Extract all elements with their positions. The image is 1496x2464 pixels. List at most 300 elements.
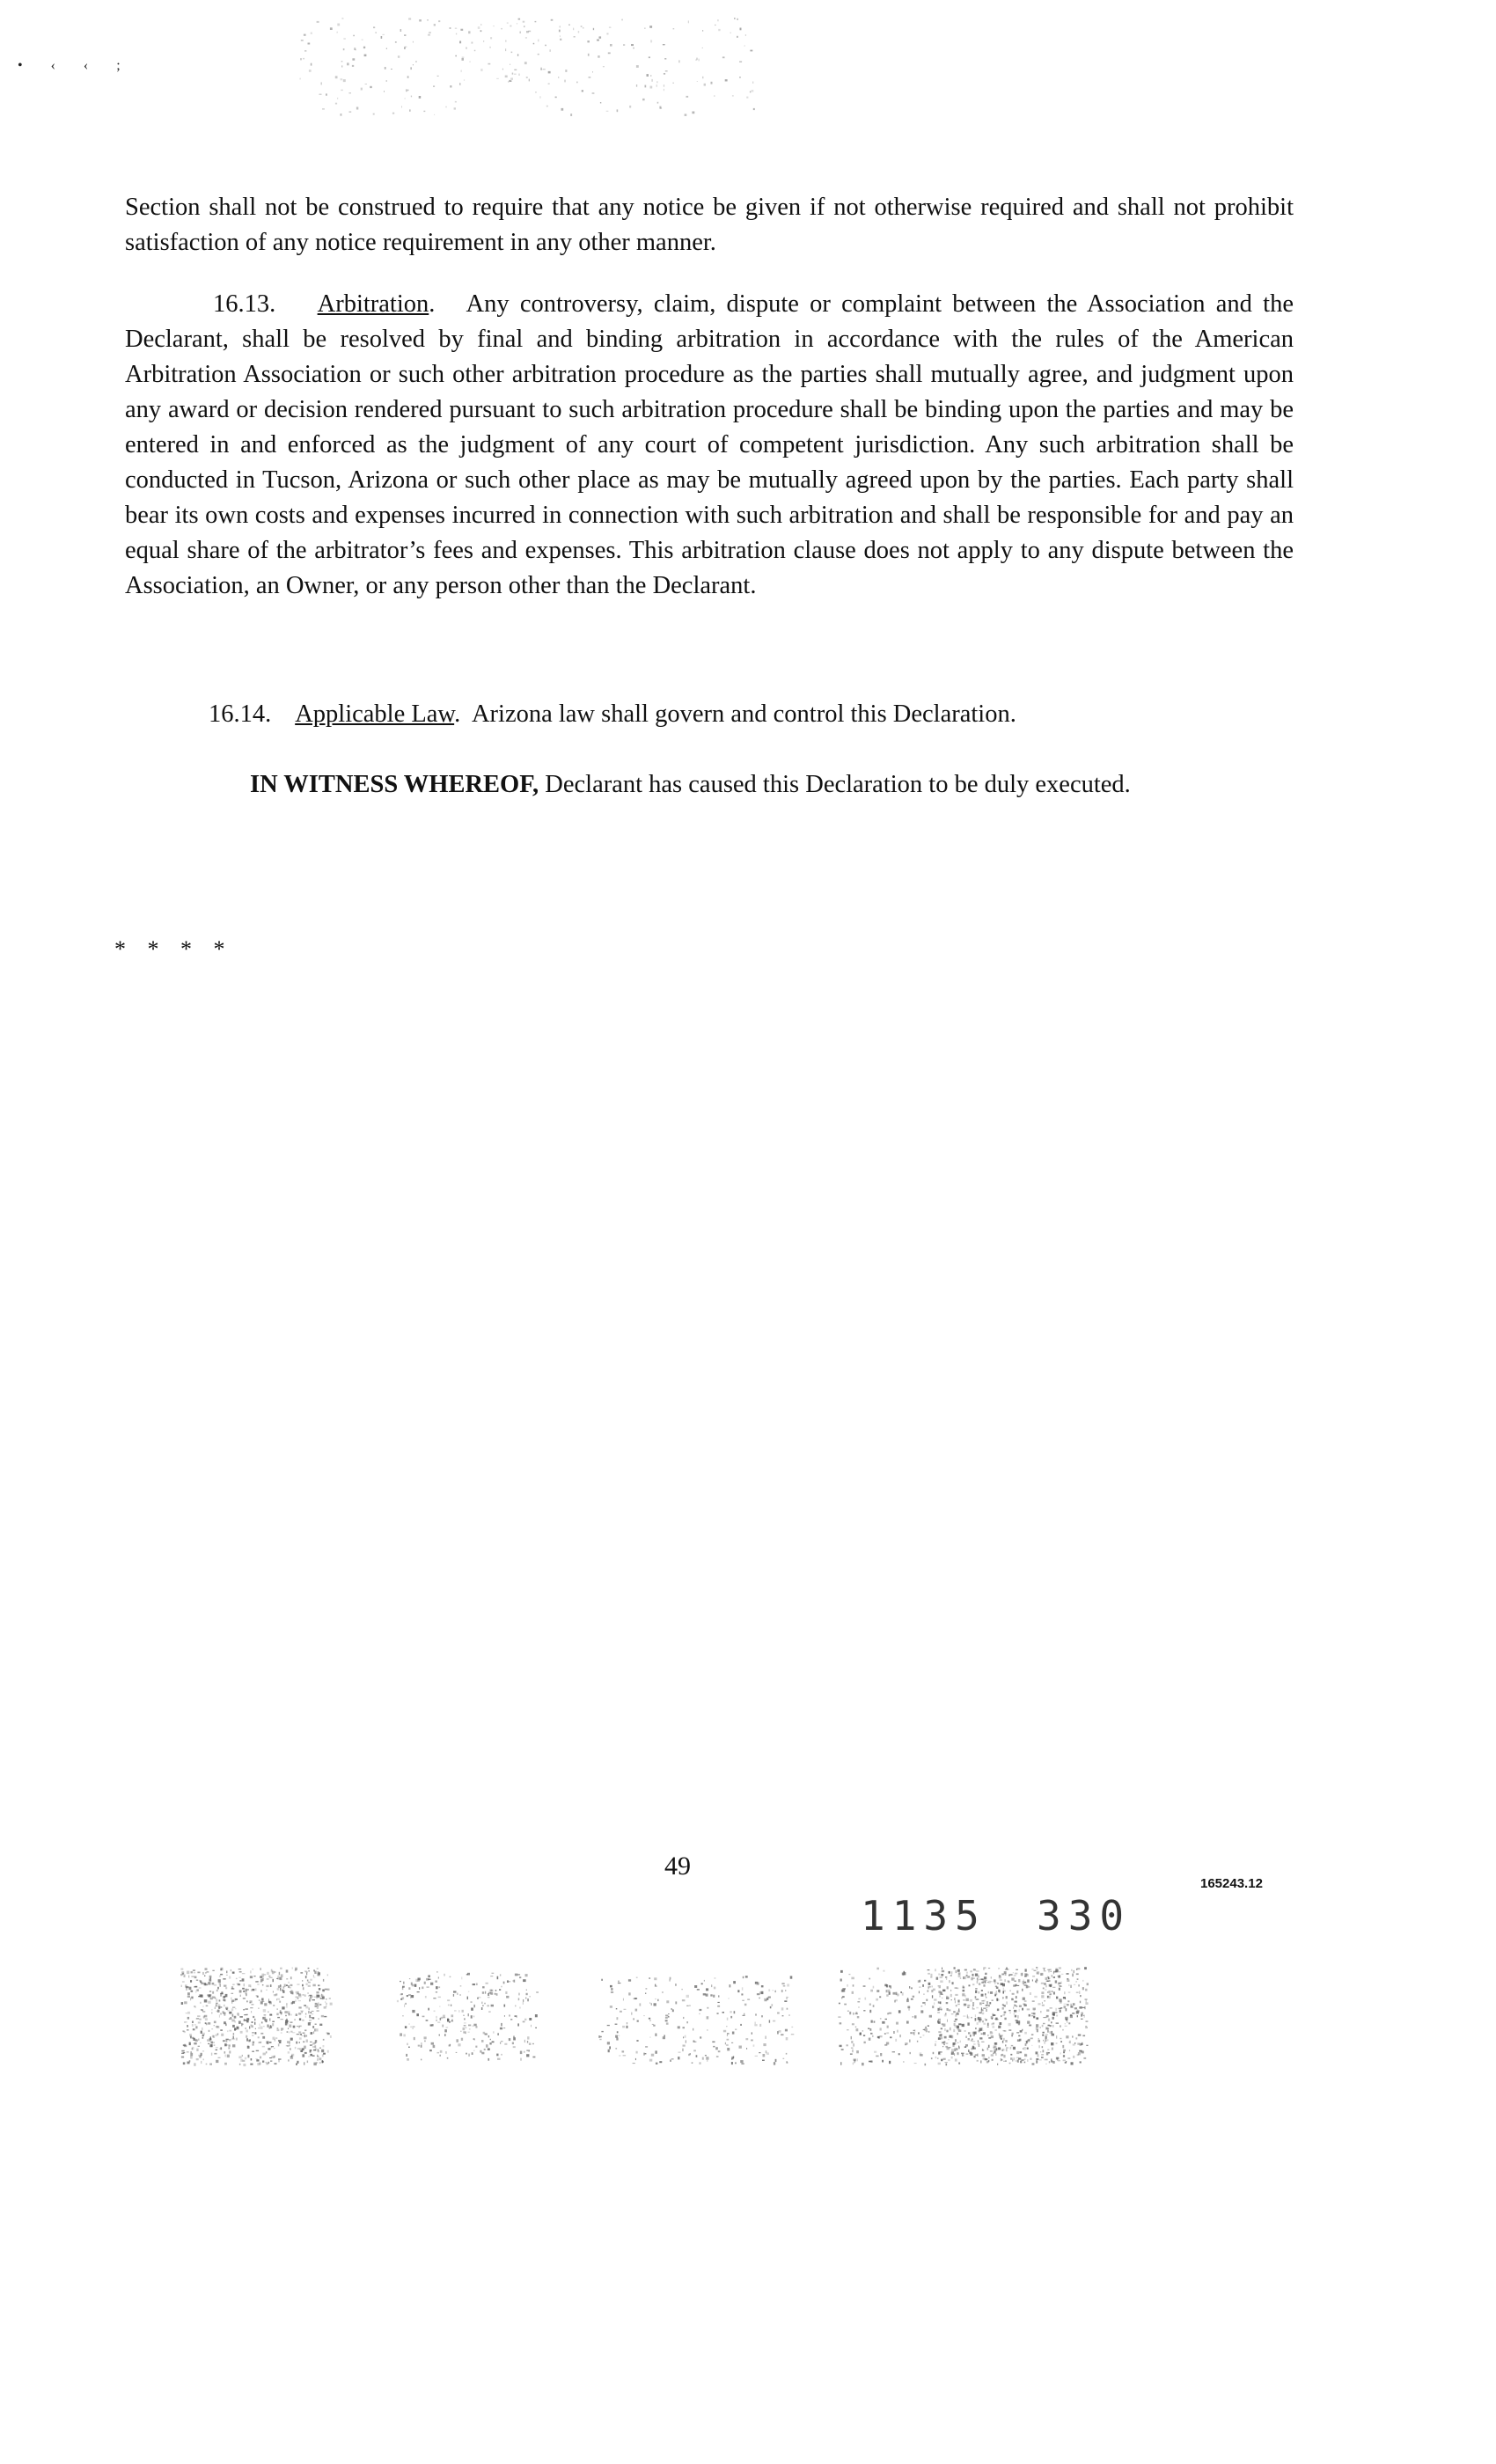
speckle-dot (264, 2003, 267, 2006)
speckle-dot (272, 2023, 274, 2026)
speckle-dot (1070, 2015, 1073, 2018)
speckle-dot (214, 2025, 215, 2026)
speckle-dot (854, 2059, 856, 2061)
speckle-dot (850, 2054, 853, 2055)
speckle-dot (545, 45, 546, 47)
speckle-dot (841, 1997, 842, 1998)
speckle-dot (248, 2040, 250, 2042)
speckle-dot (978, 2030, 980, 2033)
speckle-dot (260, 2001, 263, 2004)
speckle-dot (1052, 1975, 1053, 1976)
speckle-dot (312, 2044, 313, 2045)
speckle-dot (311, 63, 312, 66)
speckle-dot (212, 1970, 214, 1971)
speckle-dot (268, 1976, 270, 1977)
speckle-dot (1018, 2023, 1020, 2026)
speckle-dot (242, 1978, 245, 1981)
speckle-dot (903, 2062, 905, 2063)
speckle-dot (683, 2027, 686, 2028)
speckle-dot (216, 2047, 218, 2048)
speckle-dot (225, 1994, 228, 1997)
speckle-dot (983, 2023, 986, 2025)
speckle-dot (1040, 2011, 1041, 2013)
speckle-dot (978, 2041, 979, 2042)
speckle-dot (279, 2042, 281, 2043)
speckle-dot (325, 2002, 326, 2003)
speckle-dot (656, 2063, 658, 2064)
speckle-dot (942, 1970, 944, 1972)
speckle-dot (515, 2015, 517, 2017)
speckle-dot (889, 2013, 891, 2014)
speckle-dot (1022, 2008, 1023, 2011)
speckle-dot (224, 2005, 225, 2007)
speckle-dot (214, 2053, 216, 2055)
speckle-dot (288, 2011, 290, 2013)
speckle-dot (1024, 2054, 1027, 2056)
speckle-dot (576, 82, 577, 84)
speckle-dot (301, 40, 304, 41)
speckle-dot (309, 2007, 310, 2010)
speckle-dot (209, 2041, 210, 2042)
speckle-dot (205, 2018, 208, 2020)
speckle-dot (314, 1971, 316, 1974)
speckle-dot (210, 1998, 213, 1999)
speckle-dot (931, 1990, 933, 1992)
speckle-dot (1049, 1984, 1051, 1987)
speckle-dot (464, 2025, 466, 2026)
speckle-dot (302, 2020, 304, 2021)
speckle-dot (296, 1997, 298, 1998)
speckle-dot (1074, 2007, 1077, 2009)
speckle-dot (592, 71, 593, 73)
speckle-dot (244, 2019, 246, 2021)
speckle-dot (1017, 2020, 1020, 2023)
speckle-dot (280, 1977, 282, 1980)
speckle-dot (755, 1982, 756, 1984)
speckle-dot (775, 1991, 776, 1992)
speckle-dot (341, 65, 342, 67)
speckle-dot (1071, 2062, 1074, 2064)
speckle-dot (985, 1981, 986, 1983)
speckle-dot (942, 2023, 943, 2025)
speckle-dot (1053, 1976, 1055, 1978)
speckle-dot (444, 2029, 447, 2032)
speckle-dot (483, 40, 484, 41)
speckle-dot (286, 2003, 288, 2006)
speckle-dot (289, 2041, 290, 2043)
speckle-dot (386, 80, 388, 81)
speckle-dot (928, 1973, 930, 1975)
speckle-dot (1002, 2004, 1004, 2006)
speckle-dot (229, 2019, 230, 2020)
speckle-dot (221, 2034, 224, 2036)
speckle-dot (951, 1999, 952, 2000)
speckle-dot (763, 2054, 766, 2057)
speckle-dot (242, 1973, 246, 1974)
speckle-dot (760, 1991, 763, 1994)
speckle-dot (232, 2044, 235, 2047)
speckle-dot (410, 1996, 411, 1998)
speckle-dot (223, 1999, 224, 2001)
speckle-dot (732, 2032, 735, 2035)
speckle-dot (232, 2014, 234, 2017)
speckle-dot (288, 2051, 290, 2053)
speckle-dot (200, 1980, 202, 1983)
speckle-dot (198, 2039, 200, 2041)
speckle-dot (216, 2003, 218, 2005)
speckle-dot (287, 2041, 289, 2043)
speckle-dot (268, 2001, 271, 2003)
speckle-dot (325, 1989, 328, 1991)
speckle-dot (247, 2046, 250, 2049)
speckle-dot (441, 2017, 444, 2019)
speckle-dot (966, 2054, 969, 2055)
speckle-dot (616, 2037, 618, 2040)
speckle-dot (260, 2027, 263, 2029)
speckle-dot (468, 31, 470, 33)
speckle-dot (277, 1976, 279, 1977)
speckle-dot (289, 1987, 291, 1989)
speckle-dot (608, 2050, 610, 2052)
speckle-dot (488, 2035, 489, 2038)
speckle-dot (1018, 2058, 1021, 2060)
speckle-dot (930, 1974, 932, 1976)
speckle-dot (195, 2026, 197, 2028)
speckle-dot (633, 48, 634, 49)
speckle-dot (400, 1994, 402, 1996)
speckle-dot (649, 26, 652, 28)
speckle-dot (1084, 2014, 1085, 2017)
speckle-dot (1080, 2001, 1081, 2004)
speckle-dot (447, 2057, 449, 2059)
speckle-dot (259, 1999, 260, 2000)
speckle-dot (256, 2059, 259, 2061)
speckle-dot (273, 1979, 275, 1982)
speckle-dot (376, 32, 377, 33)
speckle-dot (855, 2013, 858, 2015)
speckle-dot (204, 1976, 205, 1977)
speckle-dot (1077, 2015, 1078, 2017)
speckle-dot (558, 77, 559, 78)
speckle-dot (501, 2023, 502, 2027)
speckle-dot (994, 2046, 997, 2049)
speckle-dot (1047, 1981, 1049, 1982)
speckle-dot (199, 2019, 202, 2020)
speckle-dot (306, 2040, 308, 2042)
speckle-dot (220, 1974, 223, 1976)
speckle-dot (727, 2039, 730, 2041)
speckle-dot (310, 2050, 312, 2052)
speckle-dot (972, 2039, 973, 2040)
speckle-dot (181, 2057, 184, 2058)
speckle-dot (1001, 2054, 1003, 2056)
speckle-dot (525, 37, 527, 38)
speckle-dot (308, 43, 311, 45)
speckle-dot (682, 2049, 684, 2051)
speckle-dot (856, 2028, 859, 2031)
speckle-dot (1003, 1988, 1004, 1991)
speckle-dot (250, 1986, 251, 1988)
speckle-dot (1047, 1991, 1048, 1993)
speckle-dot (1003, 2055, 1005, 2057)
speckle-dot (762, 2060, 765, 2062)
speckle-dot (1076, 1973, 1079, 1975)
speckle-dot (1055, 2012, 1057, 2013)
speckle-dot (249, 2002, 251, 2003)
speckle-dot (1016, 2006, 1018, 2007)
speckle-dot (905, 1972, 906, 1975)
speckle-dot (1024, 1973, 1027, 1975)
speckle-dot (218, 2006, 220, 2009)
speckle-dot (1067, 2000, 1069, 2002)
speckle-dot (1050, 1984, 1052, 1987)
speckle-dot (192, 2037, 194, 2039)
speckle-dot (1037, 2029, 1038, 2032)
speckle-dot (221, 2006, 223, 2007)
speckle-dot (967, 2005, 970, 2006)
speckle-dot (484, 2003, 485, 2005)
speckle-dot (1086, 2045, 1088, 2046)
speckle-dot (206, 2006, 209, 2007)
speckle-dot (840, 1970, 843, 1973)
speckle-dot (958, 1972, 961, 1975)
speckle-dot (946, 2042, 949, 2044)
speckle-dot (722, 56, 725, 58)
speckle-dot (288, 2059, 289, 2061)
speckle-dot (1013, 1984, 1016, 1986)
speckle-dot (277, 1977, 280, 1980)
speckle-dot (994, 2019, 995, 2020)
speckle-dot (944, 2028, 946, 2031)
speckle-dot (523, 1979, 526, 1982)
speckle-dot (1065, 2023, 1066, 2025)
speckle-dot (1046, 2052, 1048, 2056)
speckle-dot (986, 2005, 988, 2006)
speckle-dot (330, 2003, 333, 2006)
speckle-dot (994, 1982, 996, 1984)
speckle-dot (288, 2028, 289, 2029)
speckle-dot (1020, 2061, 1022, 2064)
speckle-dot (252, 2035, 253, 2036)
speckle-dot (999, 1976, 1001, 1978)
speckle-dot (352, 58, 355, 60)
speckle-dot (410, 2027, 413, 2028)
speckle-dot (402, 2015, 403, 2016)
speckle-dot (898, 2010, 901, 2013)
speckle-dot (258, 2008, 259, 2009)
speckle-dot (922, 1984, 924, 1987)
speckle-dot (235, 2020, 236, 2022)
speckle-dot (739, 77, 741, 78)
speckle-dot (991, 2016, 994, 2019)
speckle-dot (909, 1986, 910, 1989)
speckle-dot (319, 2024, 322, 2026)
speckle-dot (704, 1980, 705, 1982)
speckle-dot (990, 2031, 993, 2032)
speckle-dot (1003, 1990, 1006, 1991)
speckle-dot (323, 2053, 326, 2055)
speckle-dot (636, 84, 637, 87)
speckle-dot (300, 58, 302, 60)
speckle-dot (1041, 1995, 1044, 1998)
speckle-dot (428, 1979, 430, 1980)
speckle-dot (1041, 2057, 1044, 2058)
speckle-dot (316, 2062, 319, 2063)
speckle-dot (261, 1998, 264, 2001)
speckle-dot (227, 2010, 230, 2011)
speckle-dot (555, 97, 557, 99)
speckle-dot (489, 2042, 491, 2045)
speckle-dot (510, 26, 511, 27)
speckle-dot (297, 2061, 298, 2064)
speckle-dot (1058, 1976, 1060, 1977)
speckle-dot (281, 2013, 282, 2014)
speckle-dot (550, 49, 551, 52)
speckle-dot (1022, 2029, 1023, 2031)
speckle-dot (260, 2033, 263, 2035)
speckle-dot (969, 1984, 971, 1986)
speckle-dot (488, 63, 490, 65)
speckle-dot (601, 2031, 603, 2032)
speckle-dot (408, 2024, 410, 2025)
speckle-dot (1019, 2039, 1021, 2042)
speckle-dot (427, 19, 429, 20)
speckle-dot (250, 1976, 253, 1978)
speckle-dot (766, 1999, 767, 2001)
speckle-dot (1016, 1996, 1017, 1998)
speckle-dot (924, 2028, 928, 2031)
speckle-dot (1005, 2040, 1007, 2042)
speckle-dot (950, 2028, 951, 2031)
speckle-dot (967, 2014, 968, 2018)
speckle-dot (386, 48, 387, 49)
speckle-dot (967, 2016, 970, 2019)
speckle-dot (902, 1973, 905, 1976)
speckle-dot (264, 1974, 267, 1976)
speckle-dot (976, 1998, 979, 1999)
speckle-dot (634, 1998, 636, 1999)
speckle-dot (950, 1994, 952, 1997)
speckle-dot (696, 58, 698, 61)
speckle-dot (523, 1999, 524, 2002)
speckle-dot (451, 2020, 453, 2021)
speckle-dot (759, 2052, 760, 2053)
speckle-dot (401, 106, 402, 107)
speckle-dot (987, 2048, 989, 2050)
speckle-dot (953, 2029, 955, 2032)
speckle-dot (471, 2008, 473, 2011)
speckle-dot (940, 2001, 941, 2004)
speckle-dot (341, 90, 343, 91)
speckle-dot (412, 1984, 414, 1987)
speckle-dot (187, 1996, 190, 1997)
speckle-dot (270, 2025, 272, 2027)
speckle-dot (482, 1986, 485, 1988)
speckle-dot (982, 2030, 984, 2031)
speckle-dot (310, 2054, 312, 2056)
speckle-dot (947, 1986, 949, 1989)
speckle-dot (1031, 1969, 1033, 1970)
speckle-dot (957, 2052, 959, 2055)
speckle-dot (997, 2009, 999, 2012)
speckle-dot (882, 2021, 884, 2024)
speckle-dot (743, 2015, 745, 2016)
speckle-dot (659, 106, 661, 109)
speckle-dot (289, 2013, 290, 2016)
speckle-dot (353, 35, 355, 37)
speckle-dot (1047, 2039, 1049, 2041)
speckle-dot (402, 1987, 403, 1990)
speckle-dot (443, 2015, 445, 2018)
speckle-dot (511, 52, 513, 54)
speckle-dot (943, 2043, 945, 2045)
speckle-dot (1048, 1970, 1049, 1973)
speckle-dot (217, 1987, 219, 1990)
speckle-dot (239, 1990, 242, 1992)
speckle-dot (998, 2048, 1001, 2050)
speckle-dot (914, 2029, 915, 2033)
speckle-dot (1016, 1969, 1018, 1970)
speckle-dot (1029, 2025, 1031, 2027)
speckle-dot (218, 1979, 221, 1983)
speckle-dot (1077, 2054, 1079, 2056)
speckle-dot (731, 2062, 733, 2064)
speckle-dot (741, 1993, 743, 1995)
speckle-dot (668, 2013, 670, 2014)
speckle-dot (944, 2036, 947, 2039)
speckle-dot (1022, 1973, 1023, 1976)
speckle-dot (863, 2010, 865, 2012)
speckle-dot (636, 1977, 638, 1979)
speckle-dot (1001, 2038, 1002, 2040)
speckle-dot (986, 2001, 988, 2005)
speckle-dot (299, 2033, 300, 2035)
speckle-dot (1049, 1994, 1051, 1996)
speckle-dot (610, 44, 612, 47)
speckle-dot (349, 112, 352, 113)
speckle-dot (187, 2062, 189, 2064)
speckle-dot (356, 107, 358, 110)
speckle-dot (280, 1984, 281, 1987)
speckle-dot (607, 2042, 610, 2044)
speckle-dot (341, 114, 342, 116)
speckle-dot (587, 40, 590, 42)
speckle-dot (1036, 2017, 1038, 2019)
speckle-dot (237, 2027, 239, 2029)
speckle-dot (407, 2058, 409, 2061)
speckle-dot (934, 1998, 936, 2000)
speckle-dot (742, 1987, 743, 1990)
speckle-dot (1001, 2015, 1002, 2017)
speckle-dot (688, 2054, 690, 2056)
speckle-dot (514, 74, 517, 76)
speckle-dot (504, 2005, 506, 2007)
speckle-dot (226, 2039, 229, 2041)
speckle-dot (292, 1992, 293, 1995)
speckle-dot (945, 2062, 948, 2063)
speckle-dot (1056, 2022, 1059, 2024)
speckle-dot (978, 2017, 979, 2020)
speckle-dot (341, 78, 343, 80)
speckle-dot (574, 36, 576, 37)
speckle-dot (203, 2059, 204, 2061)
speckle-dot (782, 2015, 784, 2016)
speckle-dot (489, 1990, 492, 1991)
speckle-dot (313, 2031, 314, 2034)
speckle-dot (237, 2013, 238, 2015)
speckle-dot (930, 1976, 932, 1977)
speckle-dot (618, 1983, 621, 1984)
